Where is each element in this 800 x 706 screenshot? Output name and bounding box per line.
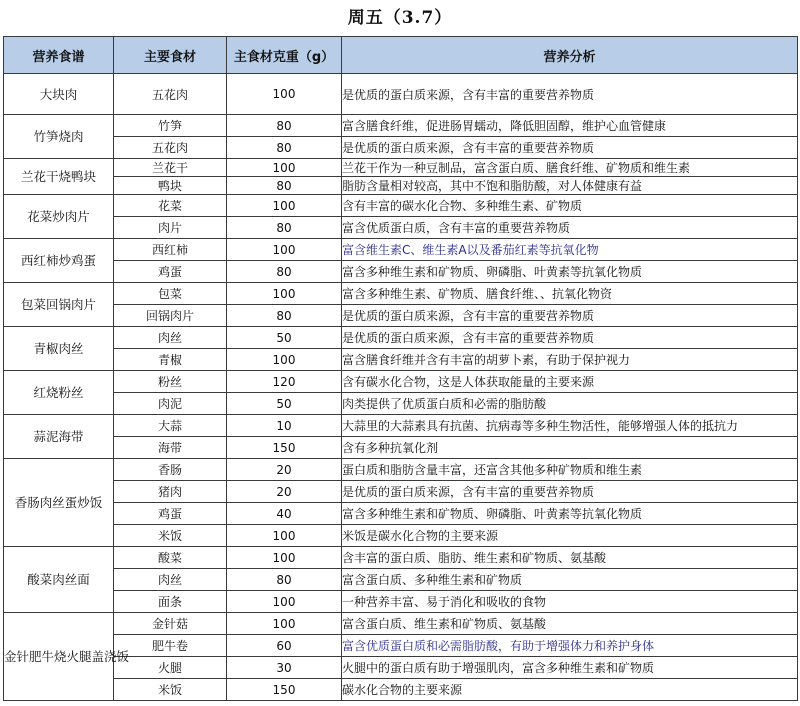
analysis-cell: 富含多种维生素、矿物质、膳食纤维、、抗氧化物资 [342, 283, 798, 305]
ingredient-cell: 包菜 [114, 283, 227, 305]
analysis-cell: 富含优质蛋白质和必需脂肪酸，有助于增强体力和养护身体 [342, 635, 798, 657]
weight-cell: 80 [227, 137, 342, 159]
analysis-cell: 富含蛋白质、多种维生素和矿物质 [342, 569, 798, 591]
header-analysis: 营养分析 [342, 37, 798, 74]
header-recipe: 营养食谱 [4, 37, 114, 74]
dish-name-cell: 兰花干烧鸭块 [4, 159, 114, 195]
ingredient-cell: 火腿 [114, 657, 227, 679]
weight-cell: 100 [227, 525, 342, 547]
analysis-cell: 米饭是碳水化合物的主要来源 [342, 525, 798, 547]
weight-cell: 20 [227, 481, 342, 503]
weight-cell: 20 [227, 459, 342, 481]
analysis-cell: 是优质的蛋白质来源，含有丰富的重要营养物质 [342, 327, 798, 349]
weight-cell: 100 [227, 159, 342, 177]
table-row [4, 525, 798, 547]
analysis-cell: 富含维生素C、维生素A以及番茄红素等抗氧化物 [342, 239, 798, 261]
weight-cell: 10 [227, 415, 342, 437]
table-row [4, 195, 798, 217]
table-row [4, 177, 798, 195]
dish-name-cell: 西红柿炒鸡蛋 [4, 239, 114, 283]
analysis-cell: 含丰富的蛋白质、脂肪、维生素和矿物质、氨基酸 [342, 547, 798, 569]
ingredient-cell: 粉丝 [114, 371, 227, 393]
table-row [4, 261, 798, 283]
dish-name-cell: 香肠肉丝蛋炒饭 [4, 459, 114, 547]
table-row [4, 239, 798, 261]
analysis-cell: 是优质的蛋白质来源，含有丰富的重要营养物质 [342, 137, 798, 159]
ingredient-cell: 猪肉 [114, 481, 227, 503]
analysis-cell: 含有丰富的碳水化合物、多种维生素、矿物质 [342, 195, 798, 217]
ingredient-cell: 鸡蛋 [114, 261, 227, 283]
analysis-cell: 碳水化合物的主要来源 [342, 679, 798, 701]
table-row [4, 327, 798, 349]
table-row [4, 371, 798, 393]
analysis-cell: 是优质的蛋白质来源，含有丰富的重要营养物质 [342, 481, 798, 503]
ingredient-cell: 肉片 [114, 217, 227, 239]
dish-name-cell: 青椒肉丝 [4, 327, 114, 371]
table-row [4, 569, 798, 591]
weight-cell: 60 [227, 635, 342, 657]
weight-cell: 100 [227, 283, 342, 305]
analysis-cell: 富含蛋白质、维生素和矿物质、氨基酸 [342, 613, 798, 635]
analysis-cell: 脂肪含量相对较高，其中不饱和脂肪酸，对人体健康有益 [342, 177, 798, 195]
ingredient-cell: 海带 [114, 437, 227, 459]
weight-cell: 50 [227, 393, 342, 415]
ingredient-cell: 青椒 [114, 349, 227, 371]
weight-cell: 100 [227, 591, 342, 613]
page-title: 周五（3.7） [347, 8, 453, 28]
analysis-cell: 是优质的蛋白质来源，含有丰富的重要营养物质 [342, 74, 798, 115]
dish-name-cell: 大块肉 [4, 74, 114, 115]
table-body [4, 74, 798, 701]
dish-name-cell: 包菜回锅肉片 [4, 283, 114, 327]
ingredient-cell: 面条 [114, 591, 227, 613]
ingredient-cell: 酸菜 [114, 547, 227, 569]
weight-cell: 100 [227, 349, 342, 371]
nutrition-table [3, 36, 798, 701]
table-row [4, 217, 798, 239]
header-row [4, 37, 798, 74]
ingredient-cell: 金针菇 [114, 613, 227, 635]
weight-cell: 40 [227, 503, 342, 525]
ingredient-cell: 竹笋 [114, 115, 227, 137]
weight-cell: 80 [227, 115, 342, 137]
analysis-cell: 蛋白质和脂肪含量丰富，还富含其他多种矿物质和维生素 [342, 459, 798, 481]
header-weight: 主食材克重（g） [227, 37, 342, 74]
dish-name-cell: 花菜炒肉片 [4, 195, 114, 239]
table-row [4, 503, 798, 525]
analysis-cell: 富含多种维生素和矿物质、卵磷脂、叶黄素等抗氧化物质 [342, 503, 798, 525]
weight-cell: 100 [227, 195, 342, 217]
table-row [4, 115, 798, 137]
header-ingredient: 主要食材 [114, 37, 227, 74]
ingredient-cell: 五花肉 [114, 137, 227, 159]
analysis-cell: 含有多种抗氧化剂 [342, 437, 798, 459]
analysis-cell: 含有碳水化合物，这是人体获取能量的主要来源 [342, 371, 798, 393]
analysis-cell: 富含膳食纤维，促进肠胃蠕动，降低胆固醇，维护心血管健康 [342, 115, 798, 137]
ingredient-cell: 香肠 [114, 459, 227, 481]
table-row [4, 481, 798, 503]
analysis-cell: 富含优质蛋白质，含有丰富的重要营养物质 [342, 217, 798, 239]
analysis-cell: 富含多种维生素和矿物质、卵磷脂、叶黄素等抗氧化物质 [342, 261, 798, 283]
ingredient-cell: 五花肉 [114, 74, 227, 115]
weight-cell: 100 [227, 613, 342, 635]
dish-name-cell: 酸菜肉丝面 [4, 547, 114, 613]
weight-cell: 80 [227, 261, 342, 283]
weight-cell: 100 [227, 547, 342, 569]
weight-cell: 120 [227, 371, 342, 393]
ingredient-cell: 米饭 [114, 525, 227, 547]
weight-cell: 150 [227, 437, 342, 459]
table-row [4, 305, 798, 327]
dish-name-cell: 红烧粉丝 [4, 371, 114, 415]
weight-cell: 150 [227, 679, 342, 701]
table-row [4, 613, 798, 635]
ingredient-cell: 肥牛卷 [114, 635, 227, 657]
analysis-cell: 肉类提供了优质蛋白质和必需的脂肪酸 [342, 393, 798, 415]
analysis-cell: 富含膳食纤维并含有丰富的胡萝卜素，有助于保护视力 [342, 349, 798, 371]
analysis-cell: 兰花干作为一种豆制品，富含蛋白质、膳食纤维、矿物质和维生素 [342, 159, 798, 177]
table-row [4, 591, 798, 613]
weight-cell: 30 [227, 657, 342, 679]
ingredient-cell: 肉丝 [114, 327, 227, 349]
weight-cell: 100 [227, 74, 342, 115]
analysis-cell: 大蒜里的大蒜素具有抗菌、抗病毒等多种生物活性，能够增强人体的抵抗力 [342, 415, 798, 437]
dish-name-cell: 金针肥牛烧火腿盖浇饭 [4, 613, 114, 701]
analysis-cell: 火腿中的蛋白质有助于增强肌肉，富含多种维生素和矿物质 [342, 657, 798, 679]
ingredient-cell: 鸭块 [114, 177, 227, 195]
weight-cell: 50 [227, 327, 342, 349]
table-row [4, 437, 798, 459]
dish-name-cell: 竹笋烧肉 [4, 115, 114, 159]
weight-cell: 80 [227, 569, 342, 591]
table-row [4, 137, 798, 159]
table-row [4, 547, 798, 569]
weight-cell: 100 [227, 239, 342, 261]
table-row [4, 74, 798, 115]
ingredient-cell: 花菜 [114, 195, 227, 217]
ingredient-cell: 西红柿 [114, 239, 227, 261]
weight-cell: 80 [227, 177, 342, 195]
table-row [4, 459, 798, 481]
table-row [4, 393, 798, 415]
ingredient-cell: 肉丝 [114, 569, 227, 591]
ingredient-cell: 肉泥 [114, 393, 227, 415]
analysis-cell: 是优质的蛋白质来源，含有丰富的重要营养物质 [342, 305, 798, 327]
ingredient-cell: 鸡蛋 [114, 503, 227, 525]
ingredient-cell: 兰花干 [114, 159, 227, 177]
weight-cell: 80 [227, 305, 342, 327]
table-row [4, 679, 798, 701]
ingredient-cell: 回锅肉片 [114, 305, 227, 327]
ingredient-cell: 大蒜 [114, 415, 227, 437]
dish-name-cell: 蒜泥海带 [4, 415, 114, 459]
table-row [4, 283, 798, 305]
table-row [4, 349, 798, 371]
table-row [4, 415, 798, 437]
table-row [4, 159, 798, 177]
ingredient-cell: 米饭 [114, 679, 227, 701]
weight-cell: 80 [227, 217, 342, 239]
analysis-cell: 一种营养丰富、易于消化和吸收的食物 [342, 591, 798, 613]
